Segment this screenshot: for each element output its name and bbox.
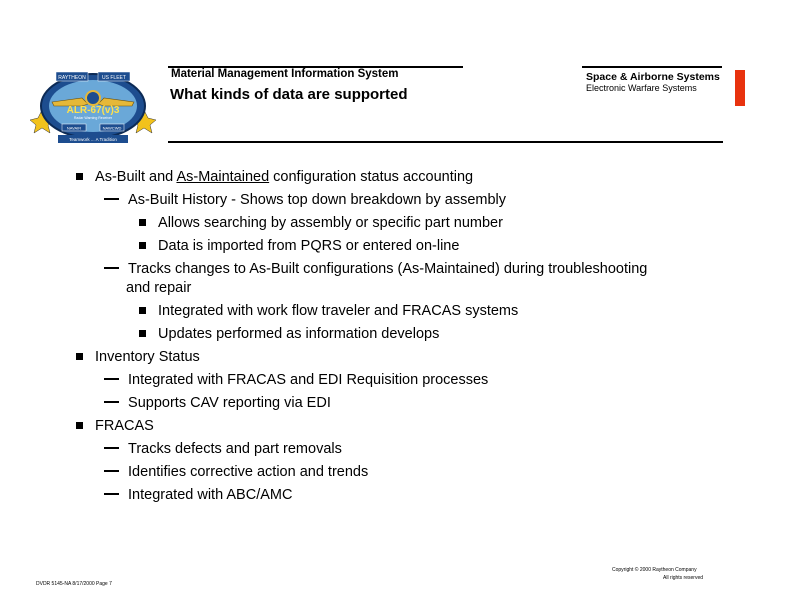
logo-motto-text: Teamwork ... A Tradition (69, 137, 117, 142)
sub-bullet-item (104, 440, 342, 458)
sub-bullet-text: Integrated with ABC/AMC (128, 487, 293, 503)
square-bullet-icon (139, 219, 146, 226)
sub-sub-bullet-text: Allows searching by assembly or specific part number (158, 215, 503, 231)
logo-top-left-text: RAYTHEON (58, 75, 86, 81)
sub-sub-bullet-item (139, 214, 503, 232)
sub-bullet-item (104, 463, 368, 481)
sub-sub-bullet-item (139, 302, 518, 320)
brand-name: Space & Airborne Systems (586, 71, 720, 83)
sub-sub-bullet-item (139, 325, 439, 343)
dash-bullet-icon (104, 378, 119, 380)
dash-bullet-icon (104, 447, 119, 449)
dash-bullet-icon (104, 470, 119, 472)
sub-bullet-text: As-Built History - Shows top down breakdown by assembly (128, 192, 506, 208)
bullet-text: Inventory Status (95, 349, 200, 365)
logo-program-text: ALR-67(v)3 (66, 105, 120, 116)
logo-subtitle-text: Radar Warning Receiver (73, 116, 113, 120)
bullet-item (76, 168, 473, 186)
sub-bullet-item (104, 486, 292, 504)
logo-bottom-right-text: NAWCWD (102, 125, 122, 131)
slide-title: What kinds of data are supported (170, 86, 408, 103)
square-bullet-icon (139, 330, 146, 337)
bullet-text: FRACAS (95, 418, 154, 434)
sub-bullet-text: Supports CAV reporting via EDI (128, 395, 331, 411)
square-bullet-icon (139, 242, 146, 249)
dash-bullet-icon (104, 493, 119, 495)
sub-sub-bullet-item (139, 237, 459, 255)
sub-sub-bullet-text: Data is imported from PQRS or entered on-line (158, 238, 460, 254)
sub-bullet-item (104, 191, 506, 209)
accent-bar (735, 70, 745, 106)
sub-bullet-text: Integrated with FRACAS and EDI Requisition processes (128, 372, 489, 388)
header-bottom-rule (168, 141, 723, 143)
dash-bullet-icon (104, 198, 119, 200)
bullet-item (76, 348, 200, 366)
dash-bullet-icon (104, 267, 119, 269)
sub-bullet-continuation: and repair (126, 280, 192, 296)
sub-bullet-item (104, 260, 647, 278)
sub-bullet-item (104, 394, 331, 412)
brand-top-rule (582, 66, 722, 68)
square-bullet-icon (76, 422, 83, 429)
square-bullet-icon (139, 307, 146, 314)
sub-sub-bullet-text: Updates performed as information develops (158, 326, 440, 342)
bullet-item (76, 417, 154, 435)
footer-copyright: Copyright © 2000 Raytheon Company (612, 567, 697, 573)
sub-bullet-text: Tracks defects and part removals (128, 441, 342, 457)
logo-top-right-text: US FLEET (102, 75, 126, 81)
sub-bullet-item (104, 371, 488, 389)
square-bullet-icon (76, 173, 83, 180)
bullet-text-pre: As-Built and (95, 169, 177, 185)
bullet-text-post: configuration status accounting (269, 169, 474, 185)
sub-sub-bullet-text: Integrated with work flow traveler and FRACAS systems (158, 303, 519, 319)
brand-division: Electronic Warfare Systems (586, 83, 697, 93)
footer-rights: All rights reserved (663, 575, 704, 581)
alr-67-program-logo (22, 68, 164, 144)
logo-bottom-left-text: NAVAIR (66, 125, 82, 131)
system-title: Material Management Information System (171, 68, 399, 80)
sub-bullet-text: Identifies corrective action and trends (128, 464, 369, 480)
bullet-text-underlined: As-Maintained (176, 169, 270, 185)
square-bullet-icon (76, 353, 83, 360)
footer-document-id: DVDR 5145-NA 8/17/2000 Page 7 (36, 581, 112, 587)
sub-bullet-text: Tracks changes to As-Built configurations (As-Maintained) during troubleshooting (128, 261, 648, 277)
dash-bullet-icon (104, 401, 119, 403)
